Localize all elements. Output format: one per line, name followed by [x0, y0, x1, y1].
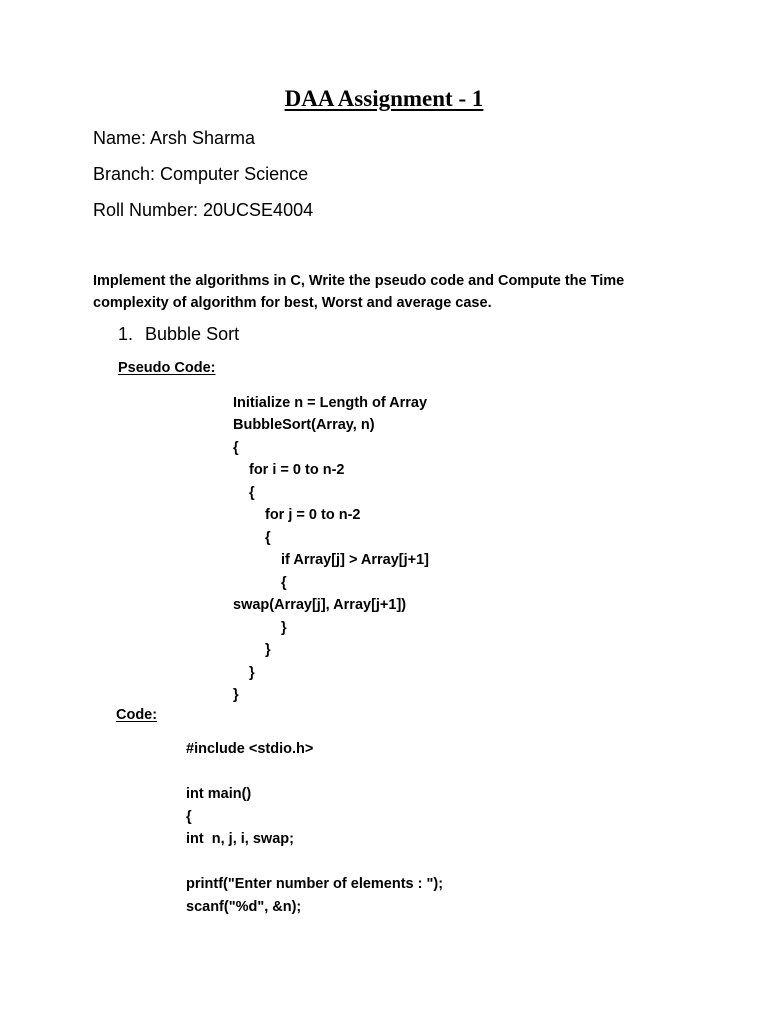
pseudo-line: Initialize n = Length of Array	[233, 395, 428, 411]
pseudo-line: if Array[j] > Array[j+1]	[281, 552, 430, 568]
pseudo-code-label: Pseudo Code:	[118, 360, 216, 376]
assignment-instructions	[93, 270, 693, 314]
section-number: 1.	[118, 324, 134, 344]
pseudo-line: for j = 0 to n-2	[265, 507, 361, 523]
student-branch: Branch: Computer Science	[93, 164, 309, 184]
instruction-line-2: complexity of algorithm for best, Worst and average case.	[93, 295, 492, 311]
pseudo-line: {	[233, 440, 239, 456]
document-title: DAA Assignment - 1	[284, 86, 484, 111]
pseudo-line: for i = 0 to n-2	[249, 462, 345, 478]
code-label: Code:	[116, 707, 158, 723]
pseudo-line-close: }	[233, 687, 239, 703]
pseudo-line: {	[281, 575, 287, 591]
pseudo-line: swap(Array[j], Array[j+1])	[233, 597, 407, 613]
code-line: #include <stdio.h>	[186, 741, 314, 757]
pseudo-line: }	[281, 620, 287, 636]
code-line: scanf("%d", &n);	[186, 899, 302, 915]
section-heading-bubble-sort	[118, 324, 239, 345]
student-name: Name: Arsh Sharma	[93, 128, 256, 148]
instruction-line-1: Implement the algorithms in C, Write the pseudo code and Compute the Time	[93, 273, 625, 289]
code-line: int main()	[186, 786, 252, 802]
code-line: printf("Enter number of elements : ");	[186, 876, 444, 892]
code-line: int n, j, i, swap;	[186, 831, 294, 847]
pseudo-line: }	[265, 642, 271, 658]
pseudo-line: BubbleSort(Array, n)	[233, 417, 375, 433]
code-line: {	[186, 809, 192, 825]
pseudo-line: {	[249, 485, 255, 501]
pseudo-line: {	[265, 530, 271, 546]
student-roll-number: Roll Number: 20UCSE4004	[93, 200, 314, 220]
section-title: Bubble Sort	[145, 324, 240, 344]
pseudo-line: }	[249, 665, 255, 681]
